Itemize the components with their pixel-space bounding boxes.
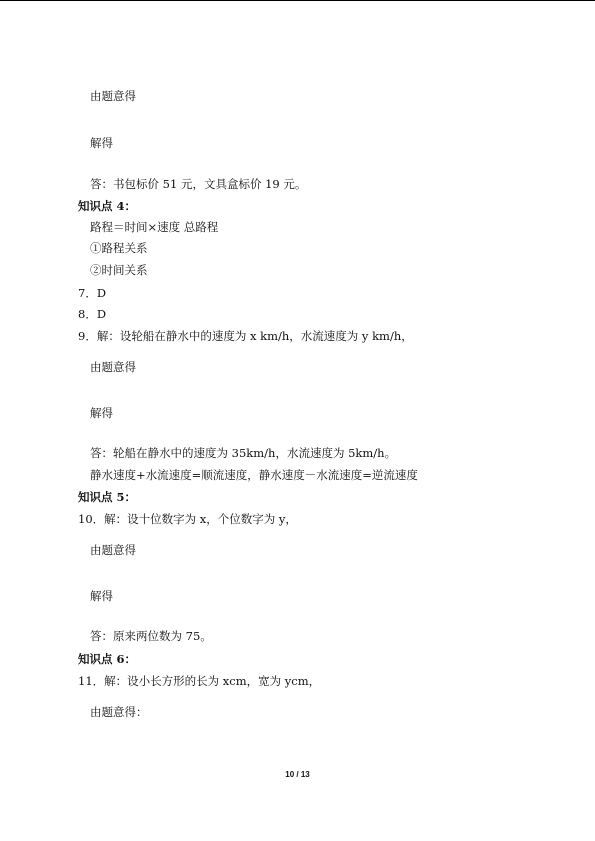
question-item: 8．D bbox=[78, 307, 107, 321]
text-line: 由题意得 bbox=[90, 89, 136, 103]
text-line: 由题意得： bbox=[90, 705, 148, 719]
question-item: 7．D bbox=[78, 286, 107, 300]
question-item: 10．解：设十位数字为 x，个位数字为 y， bbox=[78, 512, 297, 526]
text-line: ②时间关系 bbox=[90, 263, 148, 277]
text-line: 路程＝时间×速度 总路程 bbox=[90, 220, 219, 234]
text-line: 解得 bbox=[90, 136, 113, 150]
section-heading: 知识点 6： bbox=[78, 652, 137, 666]
answer-line: 答：原来两位数为 75。 bbox=[90, 629, 212, 643]
section-heading: 知识点 4： bbox=[78, 199, 137, 213]
page-number: 10 / 13 bbox=[285, 770, 310, 779]
answer-line: 答：书包标价 51 元，文具盒标价 19 元。 bbox=[90, 177, 307, 191]
section-heading: 知识点 5： bbox=[78, 490, 137, 504]
text-line: ①路程关系 bbox=[90, 241, 148, 255]
text-line: 由题意得 bbox=[90, 360, 136, 374]
question-item: 11．解：设小长方形的长为 xcm，宽为 ycm， bbox=[78, 674, 321, 688]
text-line: 解得 bbox=[90, 589, 113, 603]
text-line: 由题意得 bbox=[90, 543, 136, 557]
text-line: 静水速度+水流速度=顺流速度，静水速度－水流速度=逆流速度 bbox=[90, 468, 418, 482]
question-item: 9．解：设轮船在静水中的速度为 x km/h，水流速度为 y km/h， bbox=[78, 329, 413, 343]
answer-line: 答：轮船在静水中的速度为 35km/h，水流速度为 5km/h。 bbox=[90, 446, 397, 460]
text-line: 解得 bbox=[90, 406, 113, 420]
top-border-rule bbox=[0, 0, 595, 1]
